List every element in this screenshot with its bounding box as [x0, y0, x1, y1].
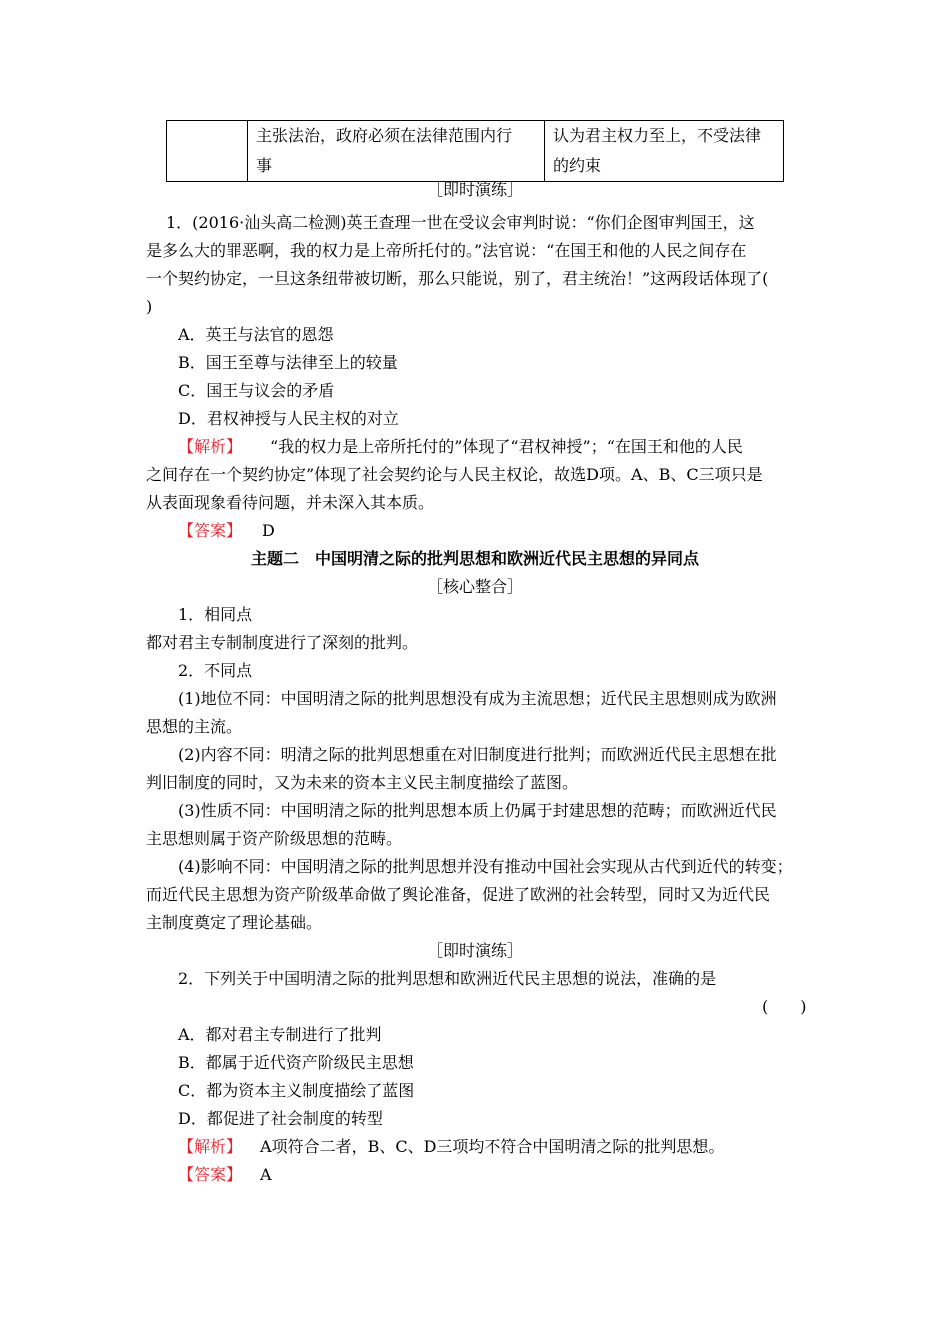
option-c: C．国王与议会的矛盾 — [178, 381, 335, 400]
table-cell-text: 认为君主权力至上，不受法律 — [553, 126, 762, 145]
section-title: 主题二 中国明清之际的批判思想和欧洲近代民主思想的异同点 — [250, 549, 699, 568]
point-text: 主思想则属于资产阶级思想的范畴。 — [146, 829, 403, 848]
analysis-text: A项符合二者，B、C、D三项均不符合中国明清之际的批判思想。 — [260, 1137, 725, 1156]
question-1-text: ) — [146, 297, 153, 316]
question-2-text: 2．下列关于中国明清之际的批判思想和欧洲近代民主思想的说法，准确的是 — [178, 969, 717, 988]
question-1-text: 1．(2016·汕头高二检测)英王查理一世在受议会审判时说：“你们企图审判国王，这 — [166, 213, 755, 232]
section-heading-practice: ［即时演练］ — [426, 941, 523, 960]
section-heading-practice: ［即时演练］ — [426, 180, 523, 199]
option-d: D．君权神授与人民主权的对立 — [178, 409, 399, 428]
table-row — [167, 121, 784, 182]
option-a: A．英王与法官的恩怨 — [178, 325, 334, 344]
option-d: D．都促进了社会制度的转型 — [178, 1109, 383, 1128]
point-text: (4)影响不同：中国明清之际的批判思想并没有推动中国社会实现从古代到近代的转变； — [178, 857, 793, 876]
answer-value: D — [262, 521, 275, 540]
answer-paren: ( ) — [762, 997, 807, 1016]
table-cell-text: 主张法治，政府必须在法律范围内行 — [256, 126, 513, 145]
answer-line — [178, 1165, 272, 1185]
point-text: (2)内容不同：明清之际的批判思想重在对旧制度进行批判；而欧洲近代民主思想在批 — [178, 745, 777, 764]
point-text: 判旧制度的同时，又为未来的资本主义民主制度描绘了蓝图。 — [146, 773, 579, 792]
point-heading: 2．不同点 — [178, 661, 253, 680]
table-cell-right — [545, 121, 784, 182]
comparison-table — [166, 120, 784, 182]
analysis-text: “我的权力是上帝所托付的”体现了“君权神授”；“在国王和他的人民 — [270, 437, 743, 456]
point-text: (3)性质不同：中国明清之际的批判思想本质上仍属于封建思想的范畴；而欧洲近代民 — [178, 801, 777, 820]
table-cell-empty — [167, 121, 248, 182]
table-cell-text: 事 — [256, 156, 273, 175]
point-heading: 1．相同点 — [178, 605, 253, 624]
option-b: B．国王至尊与法律至上的较量 — [178, 353, 398, 372]
option-a: A．都对君主专制进行了批判 — [178, 1025, 382, 1044]
section-heading-core: ［核心整合］ — [426, 577, 523, 596]
point-text: 主制度奠定了理论基础。 — [146, 913, 323, 932]
option-c: C．都为资本主义制度描绘了蓝图 — [178, 1081, 415, 1100]
answer-tag: 【答案】 — [178, 1165, 243, 1184]
table-cell-text: 的约束 — [553, 156, 602, 175]
analysis-tag: 【解析】 — [178, 1137, 243, 1156]
answer-line — [178, 521, 275, 541]
analysis-text: 从表面现象看待问题，并未深入其本质。 — [146, 493, 435, 512]
option-b: B．都属于近代资产阶级民主思想 — [178, 1053, 414, 1072]
analysis-tag: 【解析】 — [178, 437, 243, 456]
analysis-line — [178, 1137, 724, 1157]
analysis-text: 之间存在一个契约协定”体现了社会契约论与人民主权论，故选D项。A、B、C三项只是 — [146, 465, 763, 484]
answer-tag: 【答案】 — [178, 521, 243, 540]
point-text: 都对君主专制制度进行了深刻的批判。 — [146, 633, 419, 652]
point-text: 思想的主流。 — [146, 717, 243, 736]
analysis-line — [178, 437, 743, 457]
question-1-text: 一个契约协定，一旦这条纽带被切断，那么只能说，别了，君主统治！”这两段话体现了( — [146, 269, 769, 288]
point-text: 而近代民主思想为资产阶级革命做了舆论准备，促进了欧洲的社会转型，同时又为近代民 — [146, 885, 771, 904]
question-1-text: 是多么大的罪恶啊，我的权力是上帝所托付的。”法官说：“在国王和他的人民之间存在 — [146, 241, 747, 260]
answer-value: A — [260, 1165, 272, 1184]
table-cell-left — [248, 121, 545, 182]
point-text: (1)地位不同：中国明清之际的批判思想没有成为主流思想；近代民主思想则成为欧洲 — [178, 689, 777, 708]
